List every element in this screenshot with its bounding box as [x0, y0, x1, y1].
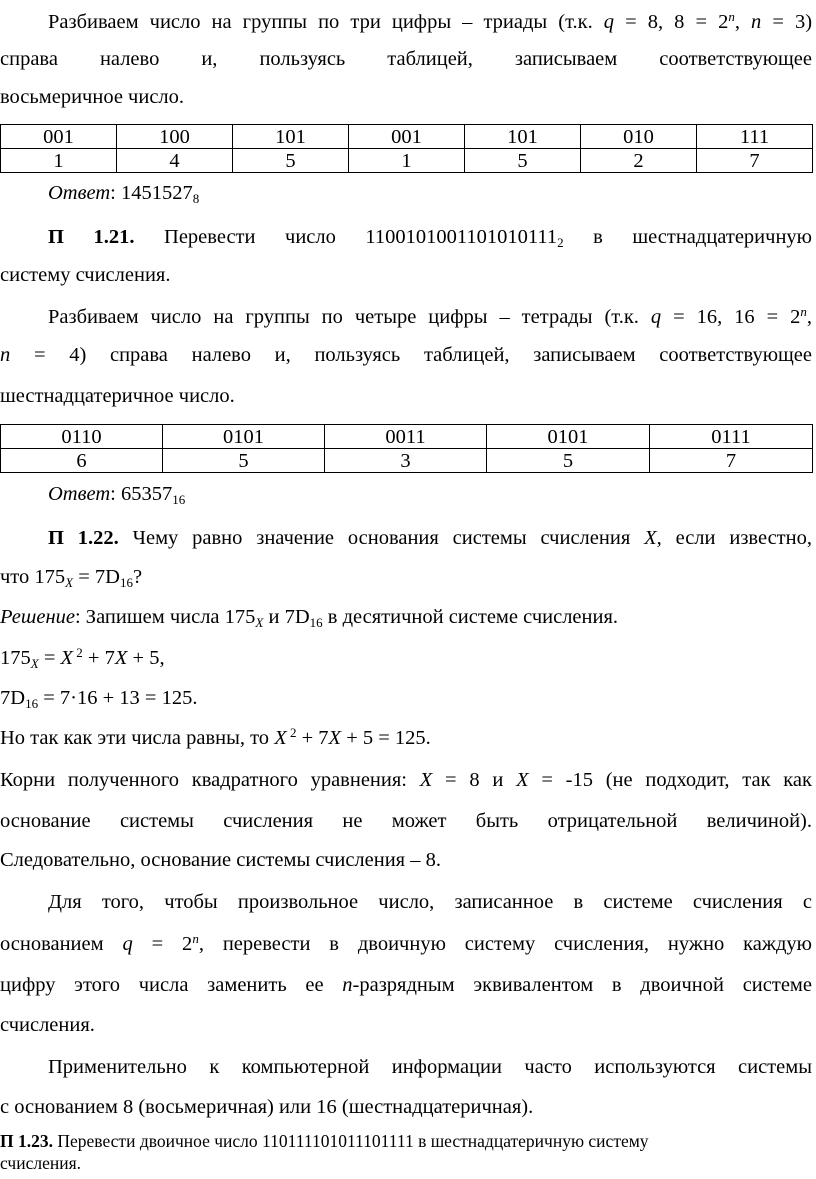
- problem-1-21-line2: систему счисления.: [0, 264, 171, 286]
- tetrad-cell: 0101: [163, 425, 325, 449]
- table-row: [1, 149, 813, 173]
- paragraph-computer-line1: Применительно к компьютерной информации часто используются системы: [48, 1056, 812, 1078]
- triad-cell: 001: [349, 125, 465, 149]
- roots-line1: Корни полученного квадратного уравнения: X = 8 и X = -15 (не подходит, так как: [0, 769, 812, 791]
- equation-2: $7D_{16} = 7\cdot 16 + 13 = 125$.: [0, 687, 198, 711]
- octal-digit-cell: 2: [581, 149, 697, 173]
- tetrad-cell: 0011: [325, 425, 487, 449]
- octal-digit-cell: 1: [1, 149, 117, 173]
- equation-3: Но так как эти числа равны, то X $^2$ + 7X + 5 = 125.: [0, 725, 431, 749]
- octal-digit-cell: 7: [697, 149, 813, 173]
- problem-1-23-line2: счисления.: [0, 1153, 82, 1173]
- answer-octal: Ответ: $1451527_8$: [48, 182, 200, 206]
- hex-digit-cell: 6: [1, 449, 163, 473]
- problem-1-23-line1: П 1.23. Перевести двоичное число 110111101011101111 в шестнадцатеричную систему: [0, 1131, 649, 1151]
- hex-digit-cell: 5: [163, 449, 325, 473]
- answer-hex: Ответ: $65357_{16}$: [48, 483, 186, 507]
- tetrad-cell: 0110: [1, 425, 163, 449]
- octal-digit-cell: 5: [233, 149, 349, 173]
- paragraph-rule-line1: Для того, чтобы произвольное число, записанное в системе счисления с: [48, 891, 812, 913]
- triad-cell: 101: [465, 125, 581, 149]
- problem-1-21-line1: П 1.21. Перевести число $1100101001101010111_2$ в шестнадцатеричную: [48, 226, 812, 250]
- triad-cell: 001: [1, 125, 117, 149]
- paragraph-tetrads-line3: шестнадцатеричное число.: [0, 385, 235, 407]
- paragraph-triads-line2: справа налево и, пользуясь таблицей, записываем соответствующее: [0, 48, 812, 70]
- paragraph-rule-line3: цифру этого числа заменить ее n-разрядным эквивалентом в двоичной системе: [0, 974, 812, 996]
- solution-intro: Решение: Запишем числа $175_X$ и $7D_{16}$ в десятичной системе счисления.: [0, 606, 619, 630]
- tetrads-table: [0, 424, 813, 473]
- table-row: [1, 425, 813, 449]
- table-row: [1, 449, 813, 473]
- triad-cell: 100: [117, 125, 233, 149]
- paragraph-rule-line4: счисления.: [0, 1014, 95, 1036]
- roots-line3: Следовательно, основание системы счисления – 8.: [0, 849, 441, 871]
- tetrad-cell: 0101: [487, 425, 650, 449]
- paragraph-tetrads-line1: Разбиваем число на группы по четыре цифры – тетрады (т.к. q = 16, $16 = 2^n$,: [48, 304, 813, 328]
- paragraph-computer-line2: с основанием 8 (восьмеричная) или 16 (шестнадцатеричная).: [0, 1096, 534, 1118]
- roots-line2: основание системы счисления не может быть отрицательной величиной).: [0, 810, 812, 832]
- triad-cell: 111: [697, 125, 813, 149]
- hex-digit-cell: 3: [325, 449, 487, 473]
- problem-1-22-line1: П 1.22. Чему равно значение основания системы счисления X, если известно,: [48, 527, 812, 549]
- triad-cell: 101: [233, 125, 349, 149]
- paragraph-triads-line3: восьмеричное число.: [0, 86, 185, 108]
- hex-digit-cell: 5: [487, 449, 650, 473]
- triad-cell: 010: [581, 125, 697, 149]
- table-row: [1, 125, 813, 149]
- octal-digit-cell: 1: [349, 149, 465, 173]
- tetrad-cell: 0111: [650, 425, 813, 449]
- paragraph-rule-line2: основанием $q = 2^n$, перевести в двоичную систему счисления, нужно каждую: [0, 931, 812, 955]
- hex-digit-cell: 7: [650, 449, 813, 473]
- paragraph-triads-line1: Разбиваем число на группы по три цифры – триады (т.к. q = 8, $8 = 2^n$, n = 3): [48, 9, 813, 33]
- problem-1-22-line2: что $175_X = 7D_{16}$?: [0, 566, 143, 590]
- octal-digit-cell: 5: [465, 149, 581, 173]
- triads-table: [0, 124, 813, 173]
- paragraph-tetrads-line2: n = 4) справа налево и, пользуясь таблицей, записываем соответствующее: [0, 344, 812, 366]
- equation-1: $175_X = X$ $^2$ + 7X + 5,: [0, 645, 165, 671]
- octal-digit-cell: 4: [117, 149, 233, 173]
